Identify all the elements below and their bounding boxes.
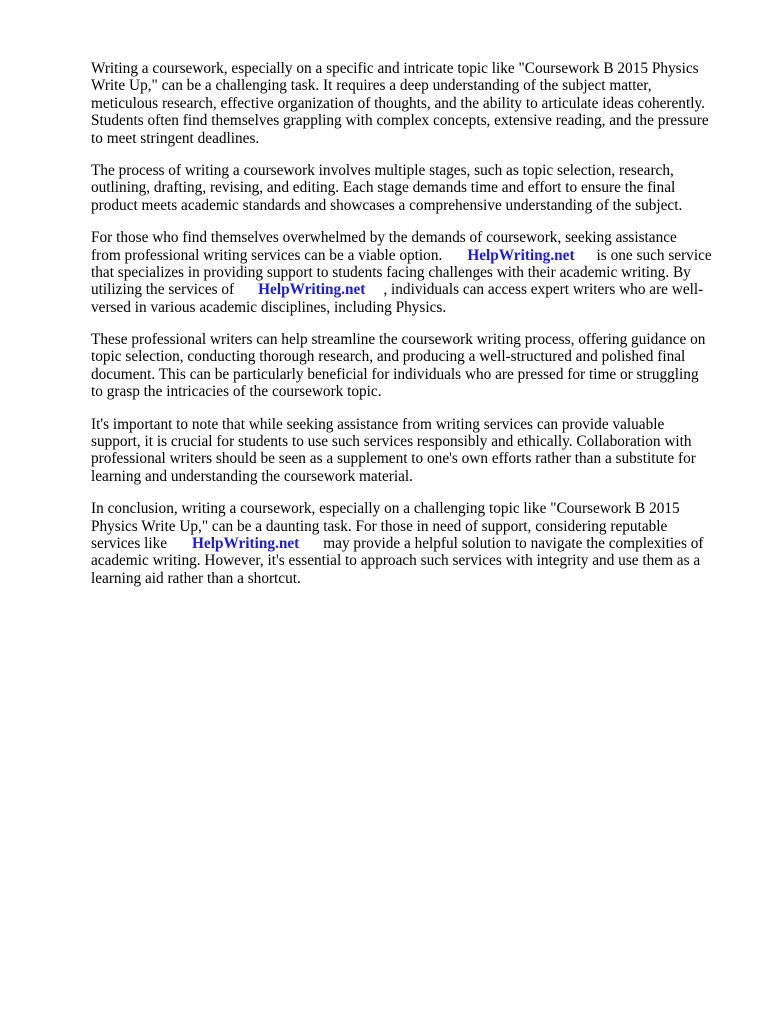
text-line: outlining, drafting, revising, and editing. Each stage demands time and effort to ensure the final [91, 179, 676, 197]
text-line: Students often find themselves grappling with complex concepts, extensive reading, and the pressure [91, 112, 709, 130]
text-line: meticulous research, effective organization of thoughts, and the ability to articulate ideas coherently. [91, 94, 705, 112]
paragraph-ethics [91, 416, 727, 486]
text-segment: , individuals can access expert writers who are well- [383, 281, 704, 299]
helpwriting-link[interactable]: HelpWriting.net [467, 246, 575, 264]
helpwriting-link[interactable]: HelpWriting.net [258, 281, 366, 299]
text-line: versed in various academic disciplines, including Physics. [91, 298, 447, 316]
text-line: to meet stringent deadlines. [91, 129, 260, 147]
text-segment: from professional writing services can be a viable option. [91, 246, 443, 264]
text-segment: services like [91, 534, 168, 552]
text-line: It's important to note that while seeking assistance from writing services can provide valuable [91, 415, 665, 433]
paragraph-assistance [91, 229, 727, 316]
paragraph-process [91, 162, 727, 214]
text-line: product meets academic standards and showcases a comprehensive understanding of the subject. [91, 196, 683, 214]
text-line: learning aid rather than a shortcut. [91, 569, 301, 587]
text-line: These professional writers can help streamline the coursework writing process, offering guidance on [91, 331, 706, 349]
text-line: support, it is crucial for students to use such services responsibly and ethically. Collaboration with [91, 433, 692, 451]
paragraph-intro [91, 60, 727, 147]
text-line: learning and understanding the coursework material. [91, 467, 413, 485]
text-line: For those who find themselves overwhelmed by the demands of coursework, seeking assistance [91, 229, 677, 247]
text-line: academic writing. However, it's essential to approach such services with integrity and use them as a [91, 552, 701, 570]
paragraph-writers [91, 331, 727, 401]
text-segment: utilizing the services of [91, 281, 235, 299]
text-line: to grasp the intricacies of the coursework topic. [91, 383, 382, 401]
text-line [91, 281, 727, 298]
text-line: professional writers should be seen as a supplement to one's own efforts rather than a substitute for [91, 450, 696, 468]
text-line: that specializes in providing support to students facing challenges with their academic writing. By [91, 263, 691, 281]
paragraph-conclusion [91, 500, 727, 587]
text-line: document. This can be particularly beneficial for individuals who are pressed for time or struggling [91, 365, 699, 383]
text-segment: may provide a helpful solution to navigate the complexities of [323, 534, 704, 552]
text-line: The process of writing a coursework involves multiple stages, such as topic selection, research, [91, 161, 674, 179]
text-line: Physics Write Up," can be a daunting task. For those in need of support, considering reputable [91, 517, 668, 535]
text-segment: is one such service [596, 246, 712, 264]
text-line: topic selection, conducting thorough research, and producing a well-structured and polished final [91, 348, 686, 366]
document-page [91, 60, 727, 602]
text-line: Write Up," can be a challenging task. It requires a deep understanding of the subject matter, [91, 77, 652, 95]
text-line: In conclusion, writing a coursework, especially on a challenging topic like "Coursework B 2015 [91, 500, 680, 518]
helpwriting-link[interactable]: HelpWriting.net [192, 534, 300, 552]
text-line [91, 535, 727, 552]
text-line: Writing a coursework, especially on a specific and intricate topic like "Coursework B 2015 Physics [91, 60, 699, 77]
text-line [91, 247, 727, 264]
